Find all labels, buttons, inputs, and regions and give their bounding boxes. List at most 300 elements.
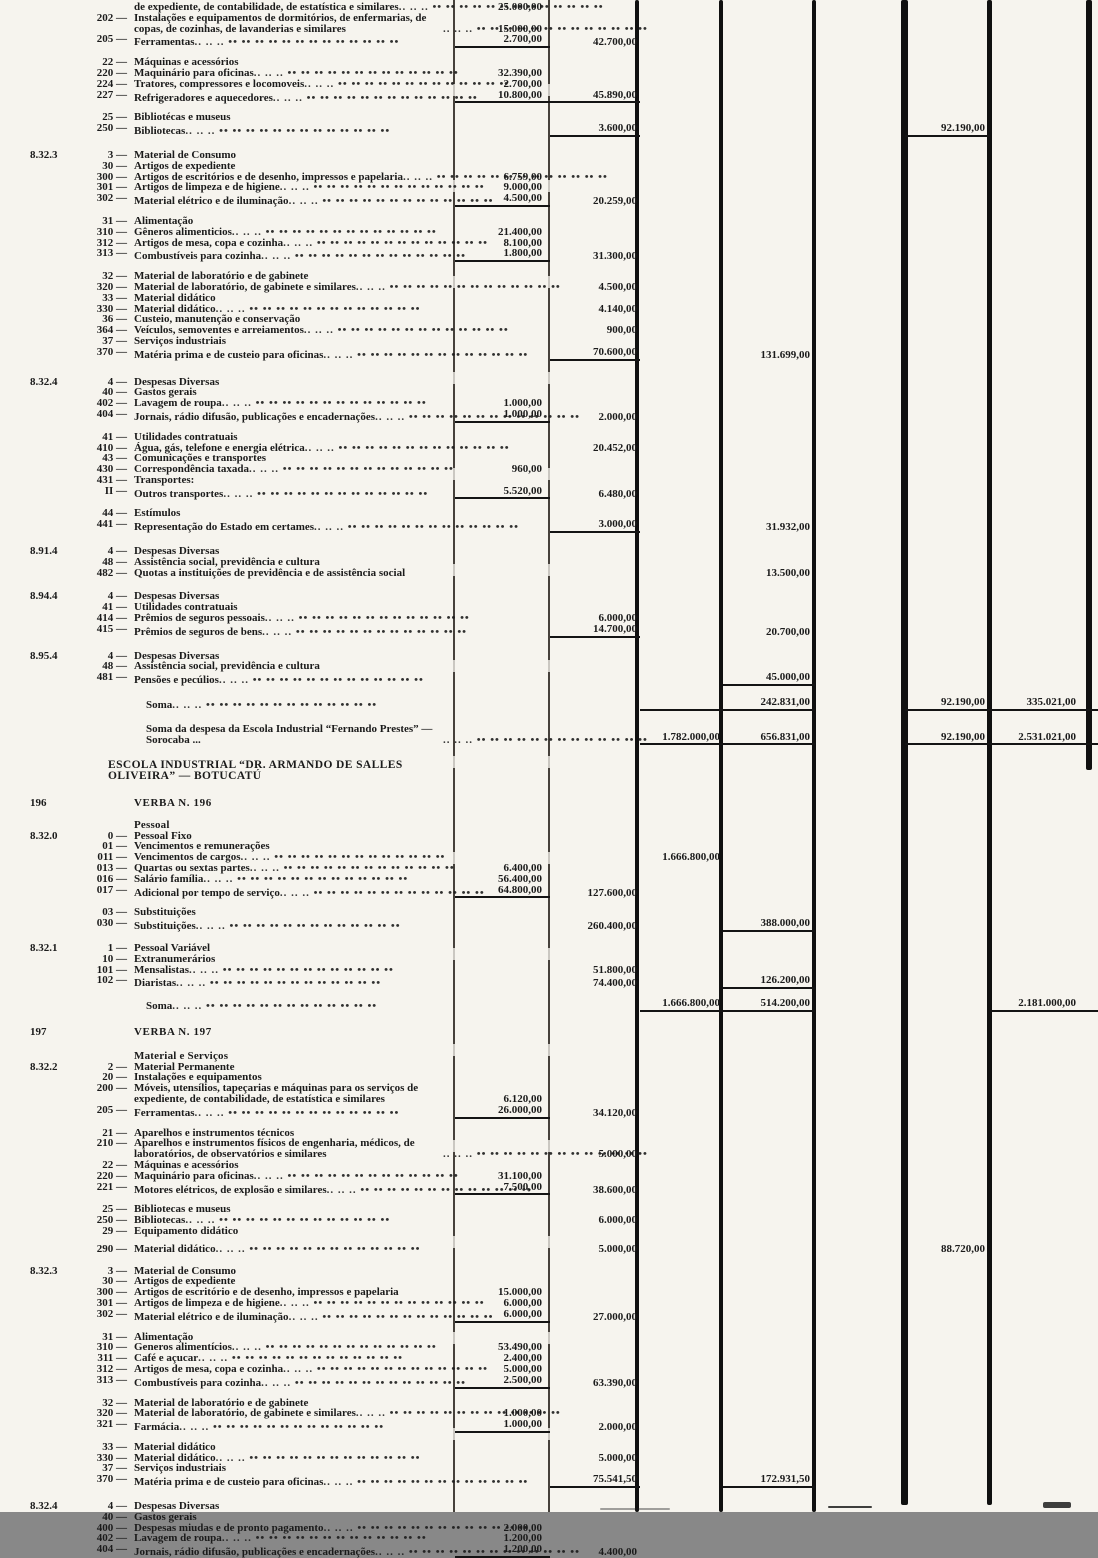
item-number: 25 — [102,111,127,124]
item-number: 3 — [107,1264,127,1277]
item-number: 370 — [96,1473,127,1486]
item-number: 21 — [102,1126,127,1139]
table-row [0,90,1098,104]
item-number: 302 — [96,192,127,205]
description-text: Despesas Diversas [134,545,220,558]
item-description [130,1533,455,1544]
classification-code: 8.32.2 [30,1060,58,1073]
amount-detail: 21.400,00 [498,225,542,238]
classification-code: 8.32.4 [30,1500,58,1513]
description-text: Salário família [134,872,204,885]
item-number: 41 — [102,601,127,614]
amount-detail: 6.000,00 [503,1296,542,1309]
leader-dots [283,1364,455,1375]
description-text: Mensalistas [134,963,189,976]
amount-detail: 5.520,00 [455,486,550,500]
table-row [0,1364,1098,1375]
item-number: 36 — [102,313,127,326]
item-number: 224 — [96,77,127,90]
description-text: Gêneros alimenticios [134,225,232,238]
leader-dots [399,2,455,13]
table-row [0,1182,1098,1196]
amount-group-subtotal: 5.000,00 [598,1451,637,1464]
ledger-table [0,2,1098,1558]
leader-dots [314,522,455,533]
description-text: Aparelhos e instrumentos técnicos [134,1126,295,1139]
description-text: Maquinário para oficinas [134,66,254,79]
amount-detail: 1.000,00 [455,1419,550,1433]
item-description [130,907,455,918]
amount-detail: 15.000,00 [498,22,542,35]
description-text: Ferramentas [134,1106,195,1119]
amount-group-subtotal: 51.800,00 [593,963,637,976]
description-text: Refrigeradores e aquecedores [134,91,273,104]
item-number: 20 — [102,1071,127,1084]
description-text: Material didático [134,291,216,304]
description-text: Custeio, manutenção e conservação [134,313,301,326]
leader-dots [196,921,455,932]
leader-dots [283,238,455,249]
item-number: 313 — [96,1373,127,1386]
item-description [130,1108,455,1119]
amount-major: 1.666.800,00 [640,998,723,1012]
item-number: 200 — [96,1082,127,1095]
leader-dots [203,874,455,885]
group-heading-row [0,954,1098,965]
item-number: 4 — [107,649,127,662]
leader-dots [323,350,455,361]
description-text: Vencimentos de cargos [134,851,241,864]
amount-detail: 9.000,00 [503,181,542,194]
table-row [0,624,1098,638]
description-text: Correspondência taxada [134,463,249,476]
verba-label [130,1027,455,1038]
item-description [130,126,455,137]
amount-detail: 6.120,00 [503,1092,542,1105]
leader-dots [176,978,455,989]
item-number: 310 — [96,225,127,238]
amount-group-subtotal: 3.600,00 [550,123,640,137]
item-description [130,350,455,361]
description-text: Despesas Diversas [134,590,220,603]
amount-group-subtotal: 900,00 [606,324,637,337]
item-number: 400 — [96,1521,127,1534]
description-text: Artigos de expediente [134,159,236,172]
description-text: Despesas Diversas [134,649,220,662]
description-text: Extranumerários [134,952,216,965]
leader-dots [375,412,455,423]
leader-dots [280,182,455,193]
item-number: 40 — [102,1510,127,1523]
amount-group-subtotal: 14.700,00 [550,624,640,638]
item-number: 302 — [96,1307,127,1320]
description-text: Água, gás, telefone e energia elétrica [134,441,305,454]
table-row [0,1533,1098,1544]
description-text: Máquinas e acessórios [134,56,239,69]
table-row [0,34,1098,48]
classification-code: 8.32.3 [30,1264,58,1277]
section-label-row [0,820,1098,831]
amount-group-subtotal: 42.700,00 [593,36,637,49]
item-description [130,522,455,533]
item-number: 016 — [96,872,127,885]
amount-grand-total: 2.181.000,00 [990,998,1098,1012]
classification-code: 8.32.4 [30,375,58,388]
amount-group-subtotal: 4.400,00 [598,1546,637,1558]
item-description [130,489,455,500]
item-number: 48 — [102,555,127,568]
table-row [0,238,1098,249]
description-text: Farmácia [134,1421,180,1434]
description-text: Estímulos [134,507,181,520]
item-number: 404 — [96,1543,127,1556]
verba-row [0,1027,1098,1038]
item-description [130,1298,455,1309]
table-row [0,13,1098,35]
amount-group-subtotal: 31.300,00 [593,250,637,263]
item-description [130,874,455,885]
description-text: Utilidades contratuais [134,601,238,614]
classification-code: 197 [30,1025,47,1038]
amount-detail: 960,00 [511,463,542,476]
description-text: Jornais, rádio difusão, publicações e encadernações [134,1546,376,1558]
description-text: Artigos de expediente [134,1275,236,1288]
amount-detail: 25.000,00 [498,1,542,13]
leader-dots [262,627,455,638]
amount-detail: 2.700,00 [455,34,550,48]
item-number: 4 — [107,545,127,558]
amount-group-subtotal: 20.452,00 [593,441,637,454]
item-description [130,293,455,304]
total-label [130,1001,455,1012]
amount-group-subtotal: 4.500,00 [598,280,637,293]
table-row [0,1083,1098,1105]
verba-label [130,798,455,809]
amount-detail: 15.000,00 [498,1286,542,1299]
amount-detail: 64.800,00 [455,885,550,899]
item-number: 30 — [102,159,127,172]
item-description [130,1051,455,1062]
item-number: 330 — [96,302,127,315]
item-number: 4 — [107,375,127,388]
item-number: 4 — [107,1500,127,1513]
table-row [0,672,1098,686]
description-text: Artigos de limpeza e de higiene [134,181,280,194]
amount-group-subtotal: 70.600,00 [550,347,640,361]
total-label [130,700,455,711]
item-number: 41 — [102,430,127,443]
description-text: Instalações e equipamentos de dormitórios, de enfermarias, de copas, de cozinhas, de lavanderias e similares [134,11,427,35]
amount-group-subtotal: 75.541,50 [550,1474,640,1488]
classification-code: 8.95.4 [30,649,58,662]
amount-detail: 7.500,00 [455,1182,550,1196]
item-number: 030 — [96,917,127,930]
amount-permanent-total: 92.190,00 [905,123,990,137]
amount-group-subtotal: 34.120,00 [593,1106,637,1119]
description-text: Substituições [134,920,196,933]
item-number: 22 — [102,56,127,69]
amount-group-subtotal: 20.259,00 [593,195,637,208]
description-text: Assistência social, previdência e cultura [134,555,320,568]
description-text: Instalações e equipamentos [134,1071,262,1084]
table-row [0,409,1098,423]
table-row [0,193,1098,207]
table-row [0,1244,1098,1255]
description-text: Artigos de mesa, copa e cozinha [134,1362,284,1375]
item-number: 300 — [96,170,127,183]
table-row [0,486,1098,500]
leader-dots [189,965,455,976]
description-text: Serviços industriais [134,334,226,347]
leader-dots [179,1422,455,1433]
leader-dots [194,37,455,48]
item-description [130,227,455,238]
item-number: 011 — [97,851,127,864]
description-text: Material didático [134,1440,216,1453]
description-text: Material e Serviços [134,1049,229,1062]
description-text: Transportes: [134,473,195,486]
description-text: Soma da despesa da Escola Industrial “Fernando Prestes” — Sorocaba ... [146,722,433,746]
amount-detail: 26.000,00 [455,1105,550,1119]
description-text: Comunicações e transportes [134,452,266,465]
amount-detail: 8.100,00 [503,236,542,249]
amount-detail: 31.100,00 [498,1169,542,1182]
description-text: Prêmios de seguros de bens [134,625,263,638]
description-text: Serviços industriais [134,1462,226,1475]
group-heading-row [0,161,1098,172]
leader-dots [222,398,455,409]
leader-dots [280,1298,455,1309]
description-text: Material Permanente [134,1060,235,1073]
description-text: Alimentação [134,1330,194,1343]
description-text: de expediente, de contabilidade, de estatística e similares [134,1,399,13]
item-description [130,93,455,104]
item-number: 37 — [102,1462,127,1475]
item-description [130,627,455,638]
item-number: 312 — [96,236,127,249]
item-number: 32 — [102,270,127,283]
item-description [130,888,455,899]
description-text: Despesas miudas e de pronto pagamento [134,1521,324,1534]
description-text: Jornais, rádio difusão, publicações e encadernações [134,410,376,423]
leader-dots [356,282,455,293]
description-text: Despesas Diversas [134,1500,220,1513]
description-text: Bibliotecas [134,1214,186,1227]
description-text: Quartas ou sextas partes [134,862,250,875]
item-number: 301 — [96,1296,127,1309]
amount-major: 1.666.800,00 [662,851,720,864]
table-row [0,613,1098,624]
amount-permanent-total: 92.190,00 [905,732,990,746]
item-number: 33 — [102,1440,127,1453]
leader-dots [261,1378,455,1389]
description-text: Artigos de limpeza e de higiene [134,1296,280,1309]
item-description [130,432,455,443]
item-number: 220 — [96,1169,127,1182]
description-text: Vencimentos e remunerações [134,840,270,853]
table-row [0,248,1098,262]
item-number: 404 — [96,407,127,420]
description-text: Material de laboratório e de gabinete [134,1396,309,1409]
leader-dots [172,700,455,711]
description-text: Combustíveis para cozinha [134,1376,262,1389]
amount-group-subtotal: 27.000,00 [593,1310,637,1323]
item-number: II — [104,484,127,497]
description-text: Material de laboratório e de gabinete [134,270,309,283]
item-description [130,1083,455,1105]
description-text: VERBA N. 196 [134,797,212,810]
table-row [0,1309,1098,1323]
amount-detail: 1.800,00 [455,248,550,262]
amount-grand-total: 2.531.021,00 [990,732,1098,746]
group-heading-row [0,475,1098,486]
group-heading-row [0,907,1098,918]
amount-group-subtotal: 6.000,00 [598,612,637,625]
item-description [130,1226,455,1237]
amount-detail: 6.400,00 [503,862,542,875]
amount-group-subtotal: 2.000,00 [598,1421,637,1434]
item-description [130,412,455,423]
item-number: 43 — [102,452,127,465]
description-text: Despesas Diversas [134,375,220,388]
group-heading-row [0,1463,1098,1474]
description-text: Artigos de escritório e de desenho, impressos e papelaria [134,1286,399,1299]
leader-dots [172,1001,455,1012]
description-text: Adicional por tempo de serviço [134,886,280,899]
amount-detail: 6.000,00 [455,1309,550,1323]
total-row [0,697,1098,711]
description-text: Soma [146,699,173,712]
table-row [0,1408,1098,1419]
item-description [130,1244,455,1255]
description-text: Veículos, semoventes e arreiamentos [134,324,304,337]
description-text: Soma [146,1000,173,1013]
description-text: Material elétrico e de iluminação [134,195,289,208]
description-text: Material didático [134,1242,216,1255]
item-description [130,1312,455,1323]
item-number: 313 — [96,247,127,260]
description-text: Bibliotécas e museus [134,111,231,124]
item-number: 31 — [102,214,127,227]
item-number: 10 — [102,952,127,965]
description-text: Material de laboratório, de gabinete e similares [134,1407,356,1420]
item-description [130,1378,455,1389]
description-text: Móveis, utensílios, tapeçarias e máquinas para os serviços de expediente, de contabilidade, de estatística e similares [134,1082,419,1105]
item-description [130,1171,455,1182]
item-number: 0 — [107,829,127,842]
leader-dots [216,1244,455,1255]
amount-section-total: 20.700,00 [766,625,810,638]
amount-group-subtotal: 45.890,00 [550,90,640,104]
amount-group-subtotal: 5.000,00 [598,1148,637,1161]
table-row [0,975,1098,989]
amount-group-subtotal: 74.400,00 [593,977,637,990]
item-number: 320 — [96,280,127,293]
table-row [0,568,1098,579]
description-text: Matéria prima e de custeio para oficinas [134,1476,324,1489]
description-text: Máquinas e acessórios [134,1158,239,1171]
item-description [130,79,455,90]
item-number: 364 — [96,324,127,337]
amount-group-subtotal: 4.140,00 [598,302,637,315]
item-number: 01 — [102,840,127,853]
item-description [130,1477,455,1488]
amount-detail: 56.400,00 [498,872,542,885]
section-label-row [0,1051,1098,1062]
amount-detail: 1.200,00 [503,1532,542,1545]
amount-detail: 1.000,00 [503,1407,542,1420]
item-number: 410 — [96,441,127,454]
description-text: Substituições [134,906,196,919]
description-text: Lavagem de roupa [134,1532,222,1545]
amount-detail: 1.200,00 [455,1544,550,1558]
item-description [130,196,455,207]
group-heading-row [0,336,1098,347]
leader-dots [356,1408,455,1419]
table-row [0,347,1098,361]
description-text: Motores elétricos, de explosão e similares [134,1183,327,1196]
description-text: Bibliotecas [134,125,186,138]
group-heading-row [0,293,1098,304]
item-description [130,238,455,249]
item-description [130,1138,455,1160]
item-description [130,1463,455,1474]
item-number: 290 — [96,1242,127,1255]
item-description [130,954,455,965]
table-row [0,885,1098,899]
amount-section-total: 656.831,00 [723,732,815,746]
amount-section-total: 126.200,00 [723,975,815,989]
item-description [130,336,455,347]
amount-group-subtotal: 6.000,00 [598,1214,637,1227]
amount-section-total: 13.500,00 [766,566,810,579]
item-number: 402 — [96,397,127,410]
item-description [130,1364,455,1375]
amount-section-total: 514.200,00 [723,998,815,1012]
description-text: Ferramentas [134,36,195,49]
description-text: Equipamento didático [134,1224,239,1237]
leader-dots [280,888,455,899]
leader-dots [304,325,455,336]
total-label [130,724,455,746]
item-description [130,112,455,123]
item-number: 25 — [102,1203,127,1216]
item-number: 30 — [102,1275,127,1288]
item-number: 40 — [102,386,127,399]
amount-group-subtotal: 5.000,00 [598,1242,637,1255]
item-description [130,568,455,579]
total-row [0,724,1098,746]
amount-detail: 53.490,00 [498,1341,542,1354]
item-number: 32 — [102,1396,127,1409]
amount-permanent-total: 92.190,00 [905,697,990,711]
leader-dots [289,1312,455,1323]
item-number: 482 — [96,566,127,579]
item-number: 4 — [107,590,127,603]
description-text: Alimentação [134,214,194,227]
leader-dots [232,227,455,238]
description-text: Diaristas [134,977,177,990]
item-number: 205 — [96,1103,127,1116]
description-text: Material didático [134,302,216,315]
item-number: 3 — [107,148,127,161]
item-description [130,921,455,932]
item-number: 320 — [96,1407,127,1420]
amount-grand-total: 335.021,00 [990,697,1098,711]
item-description [130,978,455,989]
amount-major: 1.782.000,00 [640,732,723,746]
description-text: Gastos gerais [134,1510,197,1523]
